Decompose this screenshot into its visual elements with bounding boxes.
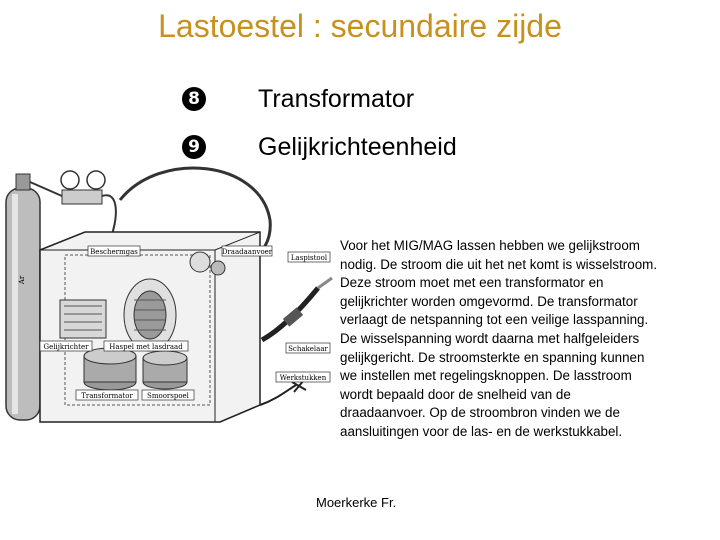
label-werkstukken (276, 372, 330, 382)
description-line: nodig. De stroom die uit het net komt is wisselstroom. (340, 256, 658, 272)
svg-text:Draadaanvoer: Draadaanvoer (221, 248, 273, 256)
description-line: aansluitingen voor de las- en de werkstukkabel. (340, 423, 623, 439)
welding-torch-icon (262, 278, 332, 340)
choke-coil-icon (143, 351, 187, 389)
description-line: gelijkrichter worden omgevormd. De transformator (340, 293, 638, 309)
description-text (340, 237, 720, 442)
label-laspistool (288, 252, 330, 262)
label-schakelaar (286, 343, 330, 353)
wire-spool-icon (124, 279, 176, 351)
gas-cylinder-icon (6, 174, 40, 420)
description-line: gelijkgericht. De stroomsterkte en spanning kunnen (340, 349, 645, 365)
svg-text:Transformator: Transformator (81, 392, 133, 400)
transformer-icon (84, 348, 136, 390)
svg-text:Smoorspoel: Smoorspoel (147, 392, 189, 400)
page-title: Lastoestel : secundaire zijde (158, 8, 562, 44)
svg-text:Haspel met lasdraad: Haspel met lasdraad (109, 343, 183, 351)
description-line: Voor het MIG/MAG lassen hebben we gelijkstroom (340, 238, 640, 253)
number-eight-icon: 8 (182, 87, 206, 111)
description-line: Deze stroom moet met een transformator en (340, 275, 604, 291)
description-line: verlaagt de netspanning tot een veilige lasspanning. (340, 312, 649, 328)
label-smoorspoel (142, 390, 194, 400)
svg-text:Werkstukken: Werkstukken (279, 374, 327, 382)
description-line: wordt bepaald door de snelheid van de (340, 386, 571, 402)
label-haspel (104, 341, 188, 351)
label-beschermgas (88, 246, 140, 256)
footer-author: Moerkerke Fr. (316, 495, 397, 510)
pressure-regulator-icon (30, 171, 116, 240)
svg-text:Laspistool: Laspistool (290, 254, 328, 262)
svg-text:Beschermgas: Beschermgas (90, 248, 138, 256)
label-draadaanvoer (222, 246, 273, 256)
svg-text:Gelijkrichter: Gelijkrichter (43, 343, 89, 351)
bullet-gelijkrichteenheid (182, 130, 457, 164)
bullet-label-transformator: Transformator (258, 85, 415, 113)
bullet-label-gelijkrichteenheid: Gelijkrichteenheid (258, 133, 457, 161)
bullet-transformator (182, 82, 415, 116)
number-nine-icon: 9 (182, 135, 206, 159)
description-line: De wisselspanning wordt daarna met halfgeleiders (340, 330, 640, 346)
welding-machine-diagram (0, 160, 340, 430)
cylinder-label: Ar (18, 275, 26, 285)
label-transformator (76, 390, 138, 400)
label-gelijkrichter (40, 341, 92, 351)
rectifier-icon (60, 300, 106, 338)
svg-text:Schakelaar: Schakelaar (288, 345, 328, 353)
work-clamp-icon (260, 380, 306, 405)
description-line: we instellen met regelingsknoppen. De lasstroom (340, 368, 632, 384)
description-line: draadaanvoer. Op de stroombron vinden we de (340, 405, 620, 421)
